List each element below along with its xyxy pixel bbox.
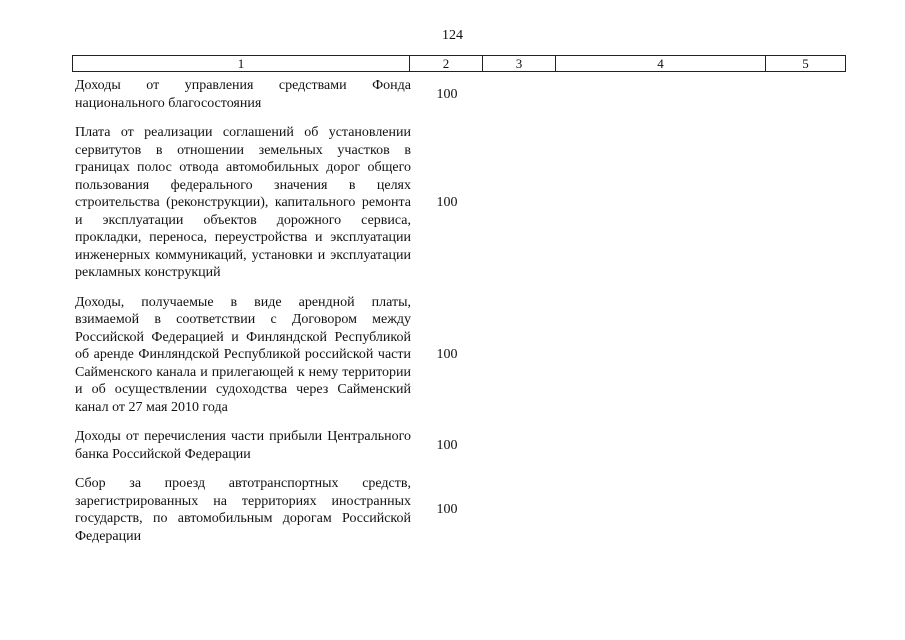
row-value-col2: 100 xyxy=(436,194,458,210)
row-description: Доходы, получаемые в виде арендной платы, взимаемой в соответствии с Договором между Российской Федерацией и Финляндской Республикой об аренде Финляндской Республикой российской части Сайменского канала и прилегающей к нему территории и об осуществлении судоходства через Сайменский канал от 27 мая 2010 года xyxy=(75,294,411,415)
table-row xyxy=(75,124,835,282)
row-description: Доходы от управления средствами Фонда национального благосостояния xyxy=(75,78,411,111)
row-description: Сбор за проезд автотранспортных средств, зарегистрированных на территориях иностранных государств, по автомобильным дорогам Российской Федерации xyxy=(75,476,411,544)
table-body xyxy=(75,77,835,557)
column-header-3: 3 xyxy=(483,56,556,72)
column-header-row xyxy=(73,56,846,72)
page-number: 124 xyxy=(442,28,463,43)
column-header-5: 5 xyxy=(766,56,846,72)
column-header-2: 2 xyxy=(410,56,483,72)
row-description: Плата от реализации соглашений об установлении сервитутов в отношении земельных участков в границах полос отвода автомобильных дорог общего пользования федерального значения в целях строительства (реконструкции), капитального ремонта и эксплуатации объектов дорожного сервиса, прокладки, переноса, переустройства и эксплуатации инженерных коммуникаций, установки и эксплуатации рекламных конструкций xyxy=(75,125,411,280)
row-value-col2: 100 xyxy=(436,437,458,453)
row-value-col2: 100 xyxy=(436,346,458,362)
column-header-4: 4 xyxy=(556,56,766,72)
row-description: Доходы от перечисления части прибыли Центрального банка Российской Федерации xyxy=(75,429,411,462)
column-header-table xyxy=(72,55,846,72)
row-value-col2: 100 xyxy=(436,86,458,102)
column-header-1: 1 xyxy=(73,56,410,72)
table-row xyxy=(75,428,835,463)
row-value-col2: 100 xyxy=(436,502,458,517)
table-row xyxy=(75,294,835,417)
table-row xyxy=(75,475,835,545)
table-row xyxy=(75,77,835,112)
